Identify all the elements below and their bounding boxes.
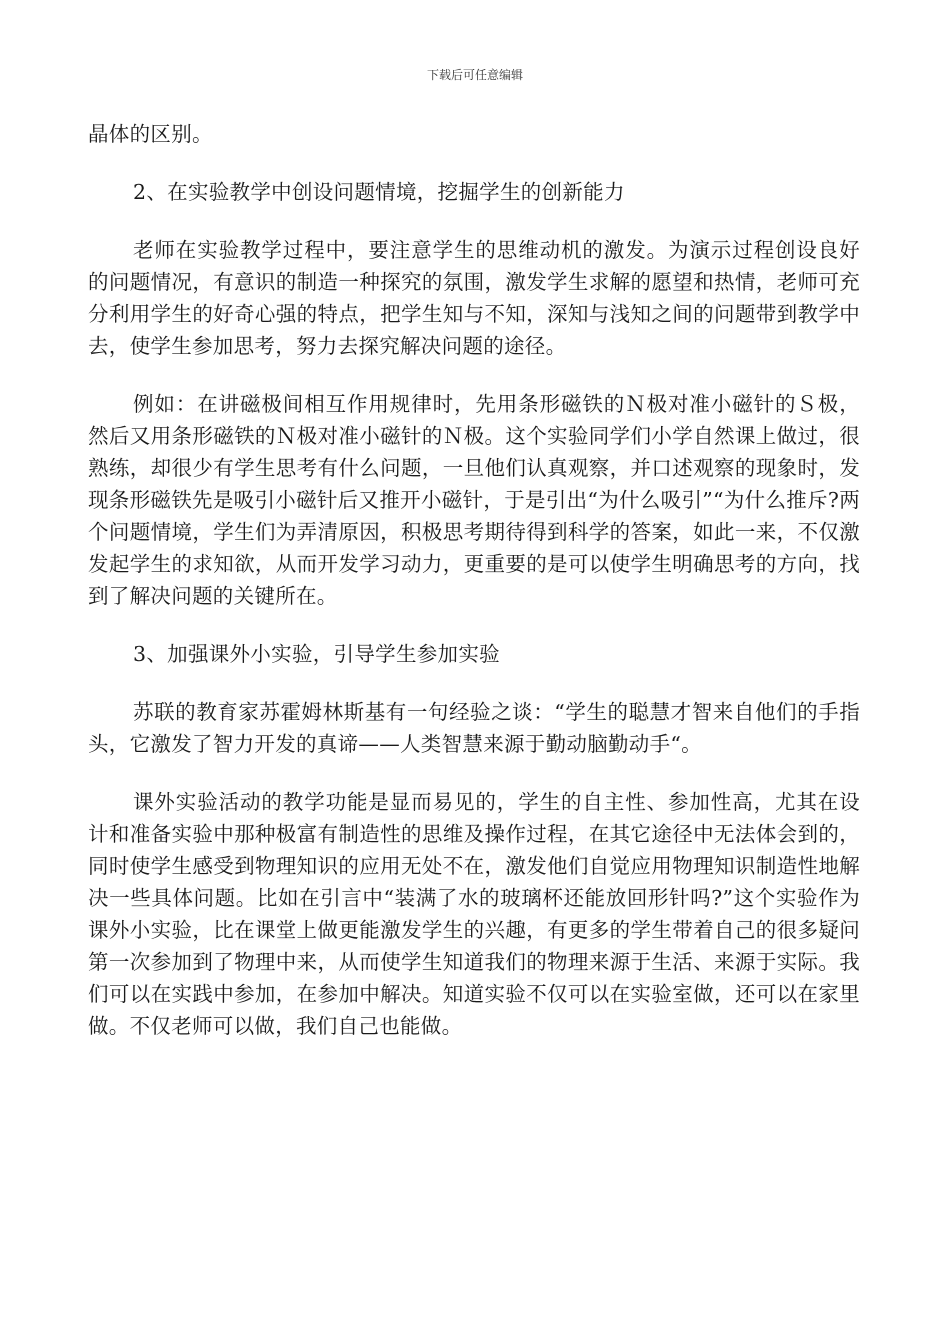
paragraph-continuation: 晶体的区别。	[88, 122, 213, 146]
paragraph-extracurricular: 课外实验活动的教学功能是显而易见的，学生的自主性、参加性高，尤其在设计和准备实验中那种极富有制造性的思维及操作过程，在其它途径中无法体会到的，同时使学生感受到物理知识的应用无处不在，激发他们自觉应用物理知识制造性地解决一些具体问题。比如在引言中“装满了水的玻璃杯还能放回形针吗?”这个实验作为课外小实验，比在课堂上做更能激发学生的兴趣，有更多的学生带着自己的很多疑问第一次参加到了物理中来，从而使学生知道我们的物理来源于生活、来源于实际。我们可以在实践中参加，在参加中解决。知道实验不仅可以在实验室做，还可以在家里做。不仅老师可以做，我们自己也能做。	[88, 790, 860, 1038]
section-heading-3: 3、加强课外小实验，引导学生参加实验	[133, 642, 500, 666]
paragraph-teacher-experiment: 老师在实验教学过程中，要注意学生的思维动机的激发。为演示过程创设良好的问题情况，有意识的制造一种探究的氛围，激发学生求解的愿望和热情，老师可充分利用学生的好奇心强的特点，把学生知与不知，深知与浅知之间的问题带到教学中去，使学生参加思考，努力去探究解决问题的途径。	[88, 238, 860, 358]
document-body	[88, 118, 860, 1042]
section-heading-2: 2、在实验教学中创设问题情境，挖掘学生的创新能力	[133, 180, 625, 204]
page-header-note: 下载后可任意编辑	[426, 68, 523, 82]
paragraph-magnet-example: 例如：在讲磁极间相互作用规律时，先用条形磁铁的Ｎ极对准小磁针的Ｓ极，然后又用条形磁铁的Ｎ极对准小磁针的Ｎ极。这个实验同学们小学自然课上做过，很熟练，却很少有学生思考有什么问题，一旦他们认真观察，并口述观察的现象时，发现条形磁铁先是吸引小磁针后又推开小磁针，于是引出“为什么吸引”“为什么推斥?两个问题情境，学生们为弄清原因，积极思考期待得到科学的答案，如此一来，不仅激发起学生的求知欲，从而开发学习动力，更重要的是可以使学生明确思考的方向，找到了解决问题的关键所在。	[88, 392, 860, 608]
paragraph-quote: 苏联的教育家苏霍姆林斯基有一句经验之谈：“学生的聪慧才智来自他们的手指头，它激发了智力开发的真谛——人类智慧来源于勤动脑勤动手“。	[88, 700, 860, 756]
